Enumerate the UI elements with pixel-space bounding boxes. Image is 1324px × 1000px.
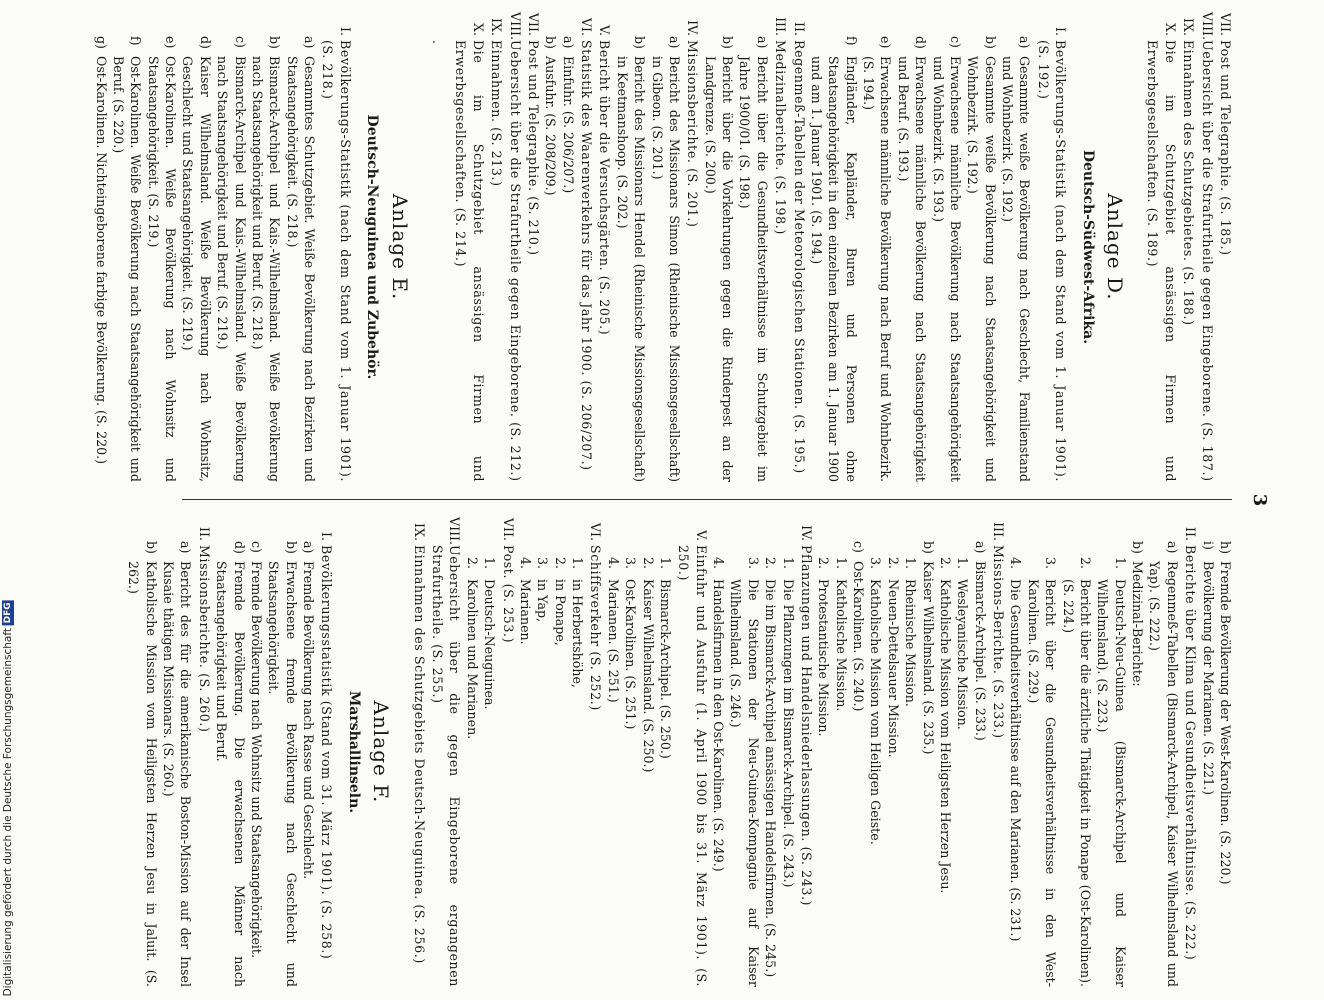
entry-number: VI. bbox=[588, 522, 604, 541]
entry-text: in Ponape, bbox=[552, 579, 568, 646]
entry-number: a) bbox=[178, 541, 194, 554]
left-top-entry bbox=[1144, 12, 1179, 482]
entry-number: b) bbox=[1130, 541, 1146, 554]
entry-text: Ost-Karolinen. (S. 251.) bbox=[623, 579, 639, 730]
entry-text: Katholische Mission vom Heiligsten Herzen Jesu in Jaluit. (S. 262.) bbox=[126, 561, 159, 987]
entry-number: 4. bbox=[711, 557, 727, 570]
right-top-entry bbox=[762, 517, 779, 987]
right-top-entry bbox=[1094, 517, 1129, 987]
entry-number: a) bbox=[301, 541, 317, 554]
entry-number: a) bbox=[754, 36, 770, 49]
entry-text: Post und Telegraphie. (S. 185.) bbox=[1218, 40, 1233, 256]
entry-text: Kaiser Wilhelmsland. (S. 235.) bbox=[920, 561, 936, 755]
entry-number: 1. bbox=[780, 557, 796, 570]
entry-number: b) bbox=[632, 36, 648, 49]
entry-number: IX. bbox=[489, 18, 505, 36]
entry-text: Bevölkerungs-Statistik (nach dem Stand vom 1. Januar 1901). (S. 218.) bbox=[320, 40, 353, 482]
annex-d-entry bbox=[506, 12, 523, 482]
entry-number: VII. bbox=[500, 517, 516, 541]
annex-d-subtitle: Deutsch-Südwest-Afrika. bbox=[1079, 149, 1096, 345]
entry-number: b) bbox=[720, 36, 736, 49]
annex-d-entry bbox=[772, 12, 789, 482]
entry-number: IX. bbox=[411, 523, 427, 541]
right-top-entry bbox=[832, 517, 849, 987]
entry-number: c) bbox=[248, 541, 264, 553]
right-top-entry bbox=[850, 517, 867, 987]
entry-number: V. bbox=[693, 530, 709, 541]
right-top-entry bbox=[937, 517, 954, 987]
left-top-entry bbox=[1180, 12, 1197, 482]
entry-text: Einnahmen. (S. 213.) bbox=[489, 40, 505, 187]
entry-number: X. bbox=[470, 23, 486, 36]
entry-number: f) bbox=[843, 36, 859, 46]
entry-number: d) bbox=[913, 36, 929, 49]
entry-number: c) bbox=[232, 36, 248, 48]
entry-text: Erwachsene männliche Bevölkerung nach Staatsangehörigkeit und Beruf. (S. 193.) bbox=[895, 56, 929, 482]
entry-text: Missionsberichte. (S. 201.) bbox=[685, 40, 701, 228]
right-top-entry bbox=[779, 517, 796, 987]
entry-number: 2. bbox=[1078, 557, 1093, 570]
annex-e-subtitle: Deutsch-Neuguinea und Zubehör. bbox=[364, 114, 381, 380]
entry-text: in Yap, bbox=[535, 579, 551, 623]
annex-d-entry bbox=[452, 12, 487, 482]
entry-text: Schiffsverkehr (S. 252.) bbox=[588, 545, 604, 711]
entry-number: 2. bbox=[816, 557, 832, 570]
right-top-entry bbox=[675, 517, 710, 987]
entry-number: c) bbox=[947, 36, 963, 48]
annex-e-entry bbox=[179, 12, 214, 482]
right-top-entry bbox=[569, 517, 586, 987]
entry-number: II. bbox=[196, 527, 212, 541]
annex-e-entry bbox=[319, 12, 354, 482]
entry-text: Bismarck-Archipel und Kais.-Wilhelmsland. Weiße Bevölkerung nach Staatsangehörigkeit und Beruf. (S. 219.) bbox=[215, 56, 248, 482]
entry-number: 2. bbox=[885, 557, 901, 570]
annex-d-entry bbox=[894, 12, 929, 482]
right-top-entry bbox=[499, 517, 516, 987]
entry-number: II. bbox=[1183, 527, 1199, 541]
left-top-entries bbox=[1144, 12, 1234, 482]
entry-text: Bevölkerung der Marianen. (S. 221.) bbox=[1200, 561, 1216, 796]
entry-number: VII. bbox=[525, 12, 541, 36]
entry-number: b) bbox=[267, 36, 283, 49]
entry-number: a) bbox=[302, 36, 318, 49]
right-top-entry bbox=[1182, 517, 1199, 987]
entry-text: Ost-Karolinen. Weiße Bevölkerung nach Staatsangehörigkeit und Beruf. (S. 220.) bbox=[110, 56, 144, 482]
right-top-entry bbox=[1217, 517, 1234, 987]
entry-number: 2. bbox=[464, 557, 480, 570]
annex-d-entry bbox=[542, 12, 559, 482]
entry-text: Bericht über die Vorkehrungen gegen die Rinderpest an der Landgrenze. (S. 200.) bbox=[702, 56, 736, 482]
annex-d-entry bbox=[684, 12, 701, 482]
entry-number: I. bbox=[337, 27, 353, 36]
entry-text: Bismarck-Archipel. (S. 250.) bbox=[658, 579, 673, 759]
entry-text: Regenmeß-Tabellen (Bismarck-Archipel, Kaiser Wilhelmsland und Yap). (S. 222.) bbox=[1147, 561, 1180, 987]
entry-text: Pflanzungen und Handelsniederlassungen. (S. 243.) bbox=[799, 545, 814, 907]
entry-text: Regenmeß-Tabellen der Meteorologischen Stationen. (S. 195.) bbox=[791, 40, 807, 474]
entry-number: 3. bbox=[868, 557, 884, 570]
entry-text: Fremde Bevölkerung nach Wohnsitz und Staatsangehörigkeit. bbox=[248, 561, 264, 958]
right-top-entry bbox=[727, 517, 762, 987]
entry-text: Missionsberichte. (S. 260.) bbox=[196, 545, 212, 733]
annex-d-entry bbox=[964, 12, 999, 482]
dfg-logo: DFG bbox=[3, 601, 13, 623]
annex-e-entries bbox=[92, 12, 354, 482]
entry-text: Post und Telegraphie. (S. 210.) bbox=[525, 40, 541, 256]
entry-number: II. bbox=[791, 22, 807, 36]
column-divider bbox=[182, 499, 1232, 500]
entry-text: Engländer, Kapländer, Buren und Personen ohne Staatsangehörigkeit in den einzelnen Bezirken am 1. Januar 1900 und am 1. Januar 1901. (S. 194.) bbox=[808, 56, 859, 482]
entry-text: Bericht des für die amerikanische Boston-Mission auf der Insel Kusaie thätigen Missionars. (S. 260.) bbox=[161, 561, 194, 987]
annex-d-entry bbox=[525, 12, 542, 482]
right-top-entry bbox=[639, 517, 656, 987]
entry-number: b) bbox=[543, 36, 559, 49]
annex-d-entry bbox=[613, 12, 648, 482]
entry-text: Bismarck-Archipel. (S. 233.) bbox=[972, 561, 988, 741]
entry-text: Fremde Bevölkerung der West-Karolinen. (S. 220.) bbox=[1218, 561, 1233, 885]
entry-text: Katholische Mission. bbox=[833, 579, 849, 712]
right-top-entry bbox=[919, 517, 936, 987]
right-top-entries bbox=[410, 517, 1234, 987]
entry-text: Die Pflanzungen im Bismarck-Archipel. (S. 243.) bbox=[780, 579, 796, 888]
annex-d-entry bbox=[860, 12, 895, 482]
entry-text: Missions-Berichte. (S. 233.) bbox=[991, 545, 1007, 739]
entry-number: 3. bbox=[745, 557, 761, 570]
entry-number: V. bbox=[597, 25, 613, 36]
left-top-entry bbox=[1217, 12, 1234, 482]
entry-number: b) bbox=[143, 541, 159, 554]
annex-d-entry bbox=[736, 12, 771, 482]
entry-number: g) bbox=[93, 36, 109, 49]
entry-text: Einfuhr und Ausfuhr (1. April 1900 bis 31. März 1901). (S. 250.) bbox=[676, 545, 709, 987]
entry-text: Erwachsene männliche Bevölkerung nach Beruf und Wohnbezirk. (S. 194.) bbox=[861, 56, 894, 482]
entry-number: VIII. bbox=[1199, 12, 1215, 41]
right-top-entry bbox=[657, 517, 674, 987]
entry-number: VII. bbox=[1218, 12, 1233, 36]
entry-number: IV. bbox=[799, 525, 814, 541]
right-top-entry bbox=[517, 517, 534, 987]
separator-dot: . bbox=[430, 40, 446, 45]
entry-number: 2. bbox=[938, 557, 953, 570]
entry-text: Die im Schutzgebiet ansässigen Firmen und Erwerbsgesellschaften. (S. 189.) bbox=[1145, 40, 1178, 482]
page bbox=[70, 0, 1270, 1000]
entry-text: in Herbertshöhe, bbox=[570, 579, 586, 688]
right-column bbox=[125, 517, 1234, 987]
entry-number: a) bbox=[972, 541, 988, 554]
entry-text: Rheinische Mission. bbox=[903, 579, 919, 707]
annex-f-subtitle: Marshallinseln. bbox=[345, 690, 362, 814]
entry-text: Bericht des Missionars Simon (Rheinische Missionsgesellschaft) in Gibeon. (S. 201.) bbox=[649, 56, 682, 482]
entry-number: 1. bbox=[1112, 557, 1128, 570]
annex-f-entry bbox=[248, 517, 265, 987]
entry-number: 1. bbox=[570, 557, 586, 570]
entry-number: d) bbox=[231, 541, 247, 554]
annex-d-entry bbox=[808, 12, 860, 482]
annex-f-entry bbox=[318, 517, 335, 987]
entry-text: Deutsch-Neu-Guinea (Bismarck-Archipel und Kaiser Wilhelmsland). (S. 223.) bbox=[1095, 579, 1128, 987]
right-top-entry bbox=[551, 517, 568, 987]
right-top-entry bbox=[885, 517, 902, 987]
right-top-entry bbox=[1059, 517, 1094, 987]
entry-number: 2. bbox=[763, 557, 779, 570]
annex-d-entry bbox=[648, 12, 683, 482]
entry-number: I. bbox=[319, 532, 335, 541]
right-top-entry bbox=[481, 517, 498, 987]
annex-e-title: Anlage E. bbox=[387, 193, 412, 301]
entry-text: Ost-Karolinen. (S. 240.) bbox=[851, 561, 867, 712]
right-top-entry bbox=[954, 517, 971, 987]
entry-text: Ost-Karolinen. Weiße Bevölkerung nach Wohnsitz und Staatsangehörigkeit. (S. 219.) bbox=[145, 56, 179, 482]
annex-e-entry bbox=[214, 12, 249, 482]
entry-number: 1. bbox=[955, 557, 971, 570]
entry-number: d) bbox=[197, 36, 213, 49]
entry-text: Bericht über die ärztliche Thätigkeit in Ponape (Ost-Karolinen). (S. 224.) bbox=[1060, 579, 1093, 987]
entry-text: Uebersicht über die Strafurtheile gegen Eingeborene. (S. 187.) bbox=[1199, 40, 1215, 482]
entry-text: Gesammtes Schutzgebiet. Weiße Bevölkerung nach Bezirken und Staatsangehörigkeit. (S. 218.) bbox=[284, 56, 318, 482]
entry-text: Deutsch-Neuguinea. bbox=[482, 579, 498, 710]
credit-text: Digitalisierung gefördert durch die Deutsche Forschungsgemeinschaft bbox=[2, 627, 14, 996]
annex-f-entries bbox=[125, 517, 336, 987]
entry-text: Berichte über Klima und Gesundheitsverhältnisse. (S. 222.) bbox=[1183, 545, 1199, 961]
entry-text: Handelsfirmen in den Ost-Karolinen. (S. 249.) bbox=[711, 579, 727, 872]
entry-text: Bericht über die Versuchsgärten. (S. 205.) bbox=[597, 40, 613, 336]
entry-text: Bericht über die Gesundheitsverhältnisse in den West-Karolinen. (S. 229.) bbox=[1025, 579, 1059, 987]
page-number: 3 bbox=[1249, 493, 1270, 507]
entry-text: Katholische Mission vom Heiligen Geiste. bbox=[868, 579, 884, 845]
annex-d-entry bbox=[1034, 12, 1069, 482]
annex-f-entry bbox=[160, 517, 195, 987]
right-top-entry bbox=[1129, 517, 1146, 987]
annex-f-entry bbox=[213, 517, 248, 987]
entry-number: VIII. bbox=[447, 517, 463, 546]
entry-text: Fremde Bevölkerung nach Rasse und Geschlecht. bbox=[301, 561, 317, 880]
entry-number: IX. bbox=[1181, 18, 1197, 36]
entry-number: 1. bbox=[482, 557, 498, 570]
entry-text: Die Stationen der Neu-Guinea-Kompagnie auf Kaiser Wilhelmsland. (S. 246.) bbox=[728, 579, 761, 987]
entry-number: VI. bbox=[579, 17, 595, 36]
annex-d-entry bbox=[999, 12, 1034, 482]
annex-d-entry bbox=[488, 12, 505, 482]
entry-text: Kaiser Wilhelmsland. Weiße Bevölkerung nach Wohnsitz, Geschlecht und Staatsangehörigkeit. (S. 219.) bbox=[180, 56, 213, 482]
entry-text: Bericht über die Gesundheitsverhältnisse im Schutzgebiet im Jahre 1900/01. (S. 198.) bbox=[737, 56, 770, 482]
entry-number: III. bbox=[991, 522, 1007, 541]
entry-number: a) bbox=[1164, 541, 1180, 554]
annex-e-entry bbox=[144, 12, 179, 482]
entry-number: III. bbox=[773, 17, 789, 36]
annex-f-entry bbox=[300, 517, 317, 987]
entry-number: 3. bbox=[623, 557, 639, 570]
entry-text: Medizinal-Berichte: bbox=[1130, 561, 1146, 687]
annex-f-entry bbox=[195, 517, 212, 987]
entry-number: c) bbox=[851, 541, 867, 553]
right-top-entry bbox=[622, 517, 639, 987]
entry-text: Erwachsene fremde Bevölkerung nach Geschlecht und Staatsangehörigkeit. bbox=[266, 561, 299, 987]
entry-text: Marianen. bbox=[518, 579, 533, 645]
entry-number: a) bbox=[1017, 36, 1033, 49]
entry-number: h) bbox=[1218, 541, 1233, 555]
annex-e-entry bbox=[110, 12, 145, 482]
entry-text: Gesammte weiße Bevölkerung nach Staatsangehörigkeit und Wohnbezirk. (S. 192.) bbox=[965, 56, 998, 482]
entry-number: 1. bbox=[903, 557, 919, 570]
entry-text: Ausfuhr. (S. 208/209.) bbox=[543, 56, 559, 196]
right-top-entry bbox=[971, 517, 988, 987]
annex-d-entries bbox=[452, 12, 1069, 482]
annex-f-title: Anlage F. bbox=[369, 700, 394, 804]
right-top-entry bbox=[990, 517, 1007, 987]
entry-text: Neuen-Dettelsauer Mission. bbox=[885, 579, 901, 758]
right-top-entry bbox=[1007, 517, 1024, 987]
entry-number: f) bbox=[128, 36, 144, 46]
entry-text: Marianen. (S. 251.) bbox=[605, 579, 621, 703]
annex-d-entry bbox=[929, 12, 964, 482]
entry-text: Gesammte weiße Bevölkerung nach Geschlecht, Familienstand und Wohnbezirk. (S. 192.) bbox=[1000, 56, 1033, 482]
right-top-entry bbox=[867, 517, 884, 987]
entry-text: Protestantische Mission. bbox=[816, 579, 832, 737]
right-top-entry bbox=[587, 517, 604, 987]
entry-text: Uebersicht über die Strafurtheile gegen Eingeborene. (S. 212.) bbox=[507, 40, 523, 482]
footer-credit bbox=[2, 600, 14, 996]
rotated-page bbox=[70, 0, 1270, 1000]
entry-text: Die im Schutzgebiet ansässigen Firmen und Erwerbsgesellschaften. (S. 214.) bbox=[453, 40, 486, 482]
entry-number: 4. bbox=[605, 557, 621, 570]
entry-number: 4. bbox=[1008, 557, 1024, 570]
entry-number: i) bbox=[1200, 541, 1216, 550]
entry-number: X. bbox=[1162, 23, 1178, 36]
entry-number: IV. bbox=[685, 20, 701, 36]
entry-text: Post. (S. 253.) bbox=[500, 545, 516, 644]
entry-text: Medizinalberichte. (S. 198.) bbox=[773, 40, 789, 235]
right-top-entry bbox=[1146, 517, 1181, 987]
entry-number: e) bbox=[878, 36, 894, 49]
right-top-entry bbox=[815, 517, 832, 987]
entry-text: Karolinen und Marianen. bbox=[464, 579, 480, 740]
entry-number: 3. bbox=[535, 557, 551, 570]
right-top-entry bbox=[1199, 517, 1216, 987]
entry-number: b) bbox=[283, 541, 299, 554]
entry-number: I. bbox=[1053, 27, 1069, 36]
entry-number: 1. bbox=[833, 557, 849, 570]
entry-text: Fremde Bevölkerung. Die erwachsenen Männer nach Staatsangehörigkeit und Beruf. bbox=[214, 561, 247, 987]
entry-text: Bevölkerungs-Statistik (nach dem Stand vom 1. Januar 1901). (S. 192.) bbox=[1035, 40, 1069, 482]
annex-d-entry bbox=[790, 12, 807, 482]
entry-number: a) bbox=[666, 36, 682, 49]
entry-text: Einnahmen des Schutzgebiets Deutsch-Neuguinea. (S. 256.) bbox=[411, 545, 427, 964]
entry-number: a) bbox=[560, 36, 576, 49]
annex-d-entry bbox=[559, 12, 576, 482]
entry-number: 2. bbox=[552, 557, 568, 570]
entry-text: Ost-Karolinen. Nichteingeborene farbige Bevölkerung. (S. 220.) bbox=[93, 56, 109, 465]
right-top-entry bbox=[902, 517, 919, 987]
right-top-entry bbox=[605, 517, 622, 987]
entry-text: Erwachsene männliche Bevölkerung nach Staatsangehörigkeit und Wohnbezirk. (S. 193.) bbox=[930, 56, 963, 482]
entry-text: Einnahmen des Schutzgebietes. (S. 188.) bbox=[1181, 40, 1197, 326]
entry-text: Die Gesundheitsverhältnisse auf den Marianen. (S. 231.) bbox=[1008, 579, 1024, 942]
right-top-entry bbox=[798, 517, 815, 987]
right-top-entry bbox=[464, 517, 481, 987]
right-top-entry bbox=[429, 517, 464, 987]
entry-number: 3. bbox=[1043, 557, 1059, 570]
entry-number: VIII. bbox=[507, 12, 523, 41]
right-top-entry bbox=[410, 517, 427, 987]
entry-text: Die im Bismarck-Archipel ansässigen Handelsfirmen. (S. 245.) bbox=[763, 579, 779, 978]
right-top-entry bbox=[534, 517, 551, 987]
entry-number: 2. bbox=[640, 557, 656, 570]
entry-text: Einfuhr. (S. 206/207.) bbox=[560, 56, 576, 194]
right-top-entry bbox=[710, 517, 727, 987]
annex-f-entry bbox=[125, 517, 160, 987]
annex-d-entry bbox=[596, 12, 613, 482]
annex-e-entry bbox=[92, 12, 109, 482]
annex-d-entry bbox=[578, 12, 595, 482]
entry-text: Statistik des Waarenverkehrs für das Jahr 1900. (S. 206/207.) bbox=[579, 40, 595, 471]
annex-e-entry bbox=[249, 12, 284, 482]
annex-d-title: Anlage D. bbox=[1103, 193, 1128, 301]
entry-number: e) bbox=[163, 36, 179, 49]
entry-text: Kaiser Wilhelmsland. (S. 250.) bbox=[640, 579, 656, 773]
entry-text: Bevölkerungsstatistik (Stand vom 31. März 1901). (S. 258.) bbox=[319, 545, 335, 960]
entry-text: Wesleyanische Mission. bbox=[955, 579, 971, 730]
left-top-entry bbox=[1198, 12, 1215, 482]
entry-text: Uebersicht über die gegen Eingeborene ergangenen Strafurtheile. (S. 255.) bbox=[430, 545, 463, 987]
left-column bbox=[92, 12, 1234, 482]
entry-number: b) bbox=[920, 541, 936, 554]
entry-text: Katholische Mission vom Heiligsten Herzen Jesu. bbox=[938, 579, 953, 894]
right-top-entry bbox=[1025, 517, 1060, 987]
entry-number: 1. bbox=[658, 557, 673, 570]
annex-e-entry bbox=[283, 12, 318, 482]
entry-number: b) bbox=[982, 36, 998, 49]
entry-text: Bismarck-Archipel und Kais.-Wilhelmsland. Weiße Bevölkerung nach Staatsangehörigkeit und Beruf. (S. 218.) bbox=[249, 56, 283, 482]
entry-number: 4. bbox=[518, 557, 533, 570]
annex-f-entry bbox=[265, 517, 300, 987]
annex-d-entry bbox=[701, 12, 736, 482]
entry-text: Bericht des Missionars Hendel (Rheinische Missionsgesellschaft) in Keetmanshoop. (S. 202.) bbox=[614, 56, 648, 482]
